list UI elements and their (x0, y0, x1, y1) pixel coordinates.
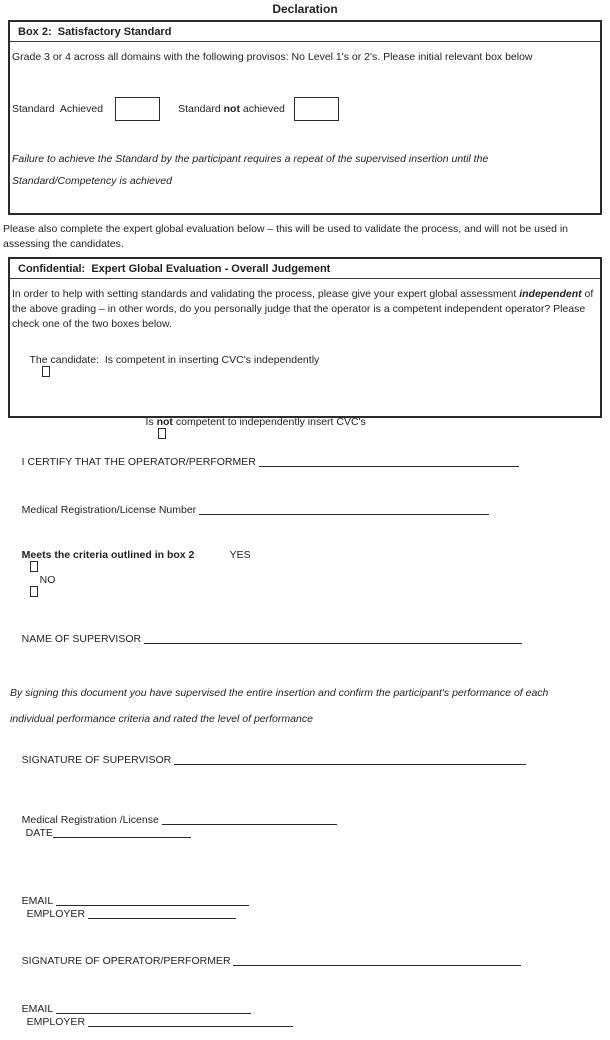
supervisor-signature-row (10, 741, 602, 778)
expert-evaluation-instruction: Please also complete the expert global evaluation below – this will be used to validate the process, and will not be used in assessing the candidates. (3, 223, 569, 250)
not-competent-option-label: Is not competent to independently insert CVC's (145, 416, 366, 428)
box2-header: Box 2: Satisfactory Standard (10, 22, 600, 42)
supervisor-employer-field[interactable] (88, 907, 236, 919)
operator-name-field[interactable] (259, 455, 519, 467)
standard-achieved-initial-box[interactable] (115, 97, 160, 121)
standard-achieved-label: Standard Achieved (12, 102, 104, 115)
standard-not-achieved-initial-box[interactable] (294, 97, 339, 121)
date-field[interactable] (53, 826, 191, 838)
operator-signature-label: SIGNATURE OF OPERATOR/PERFORMER (21, 955, 234, 967)
supervisor-employer-label: EMPLOYER (26, 908, 88, 920)
operator-email-field[interactable] (56, 1002, 251, 1014)
competent-checkbox[interactable] (42, 366, 50, 377)
medical-registration-number-field[interactable] (199, 503, 489, 515)
competent-option-row (12, 342, 592, 391)
medical-registration-number-row (10, 491, 602, 528)
grade-instruction-text: Grade 3 or 4 across all domains with the following provisos: No Level 1's or 2's. Please initial relevant box below (12, 51, 533, 63)
confidential-header: Confidential: Expert Global Evaluation - Overall Judgement (10, 259, 600, 279)
yes-label: YES (229, 549, 251, 561)
signing-confirmation-note: By signing this document you have supervised the entire insertion and confirm the participant's performance of each individual performance criteria and rated the level of performance (10, 687, 549, 725)
confidential-evaluation-section (8, 257, 602, 428)
yes-checkbox[interactable] (30, 561, 38, 572)
no-checkbox[interactable] (30, 586, 38, 597)
operator-email-employer-row (10, 990, 602, 1040)
supervisor-signature-field[interactable] (174, 753, 526, 765)
operator-email-label: EMAIL (21, 1003, 56, 1015)
meets-criteria-label: Meets the criteria outlined in box 2 (21, 549, 195, 561)
supervisor-email-employer-row (10, 882, 602, 932)
standard-not-achieved-label: Standard not achieved (178, 102, 285, 115)
standard-initial-row (12, 96, 592, 121)
evaluation-intro-text: In order to help with setting standards and validating the process, please give your expert global assessment independent of the above grading – in other words, do you personally judge that the operator is a competent independent operator? Please check one of the two boxes below. (12, 288, 594, 330)
supervisor-email-label: EMAIL (21, 895, 56, 907)
medical-registration-number-label: Medical Registration/License Number (21, 504, 200, 516)
supervisor-medreg-date-row (10, 801, 602, 851)
operator-employer-field[interactable] (88, 1015, 293, 1027)
supervisor-name-label: NAME OF SUPERVISOR (21, 633, 145, 645)
certification-section (0, 443, 610, 1040)
no-label: NO (39, 574, 56, 586)
certify-operator-row (10, 443, 602, 480)
operator-signature-row (10, 942, 602, 979)
failure-repeat-note: Failure to achieve the Standard by the participant requires a repeat of the supervised insertion until the Standard/Competency is achieved (12, 153, 489, 187)
supervisor-signature-label: SIGNATURE OF SUPERVISOR (21, 754, 175, 766)
supervisor-email-field[interactable] (56, 894, 249, 906)
supervisor-medreg-field[interactable] (162, 813, 337, 825)
operator-employer-label: EMPLOYER (26, 1016, 88, 1028)
supervisor-medreg-label: Medical Registration /License (21, 814, 162, 826)
box2-satisfactory-standard-section (8, 20, 602, 215)
operator-signature-field[interactable] (233, 954, 521, 966)
supervisor-name-row (10, 620, 602, 657)
competent-option-label: The candidate: Is competent in inserting CVC's independently (29, 354, 320, 366)
date-label: DATE (25, 827, 53, 839)
meets-criteria-row (10, 537, 602, 611)
certify-operator-label: I CERTIFY THAT THE OPERATOR/PERFORMER (21, 456, 259, 468)
page-title: Declaration (272, 2, 338, 16)
supervisor-name-field[interactable] (144, 632, 522, 644)
not-competent-checkbox[interactable] (158, 428, 166, 439)
